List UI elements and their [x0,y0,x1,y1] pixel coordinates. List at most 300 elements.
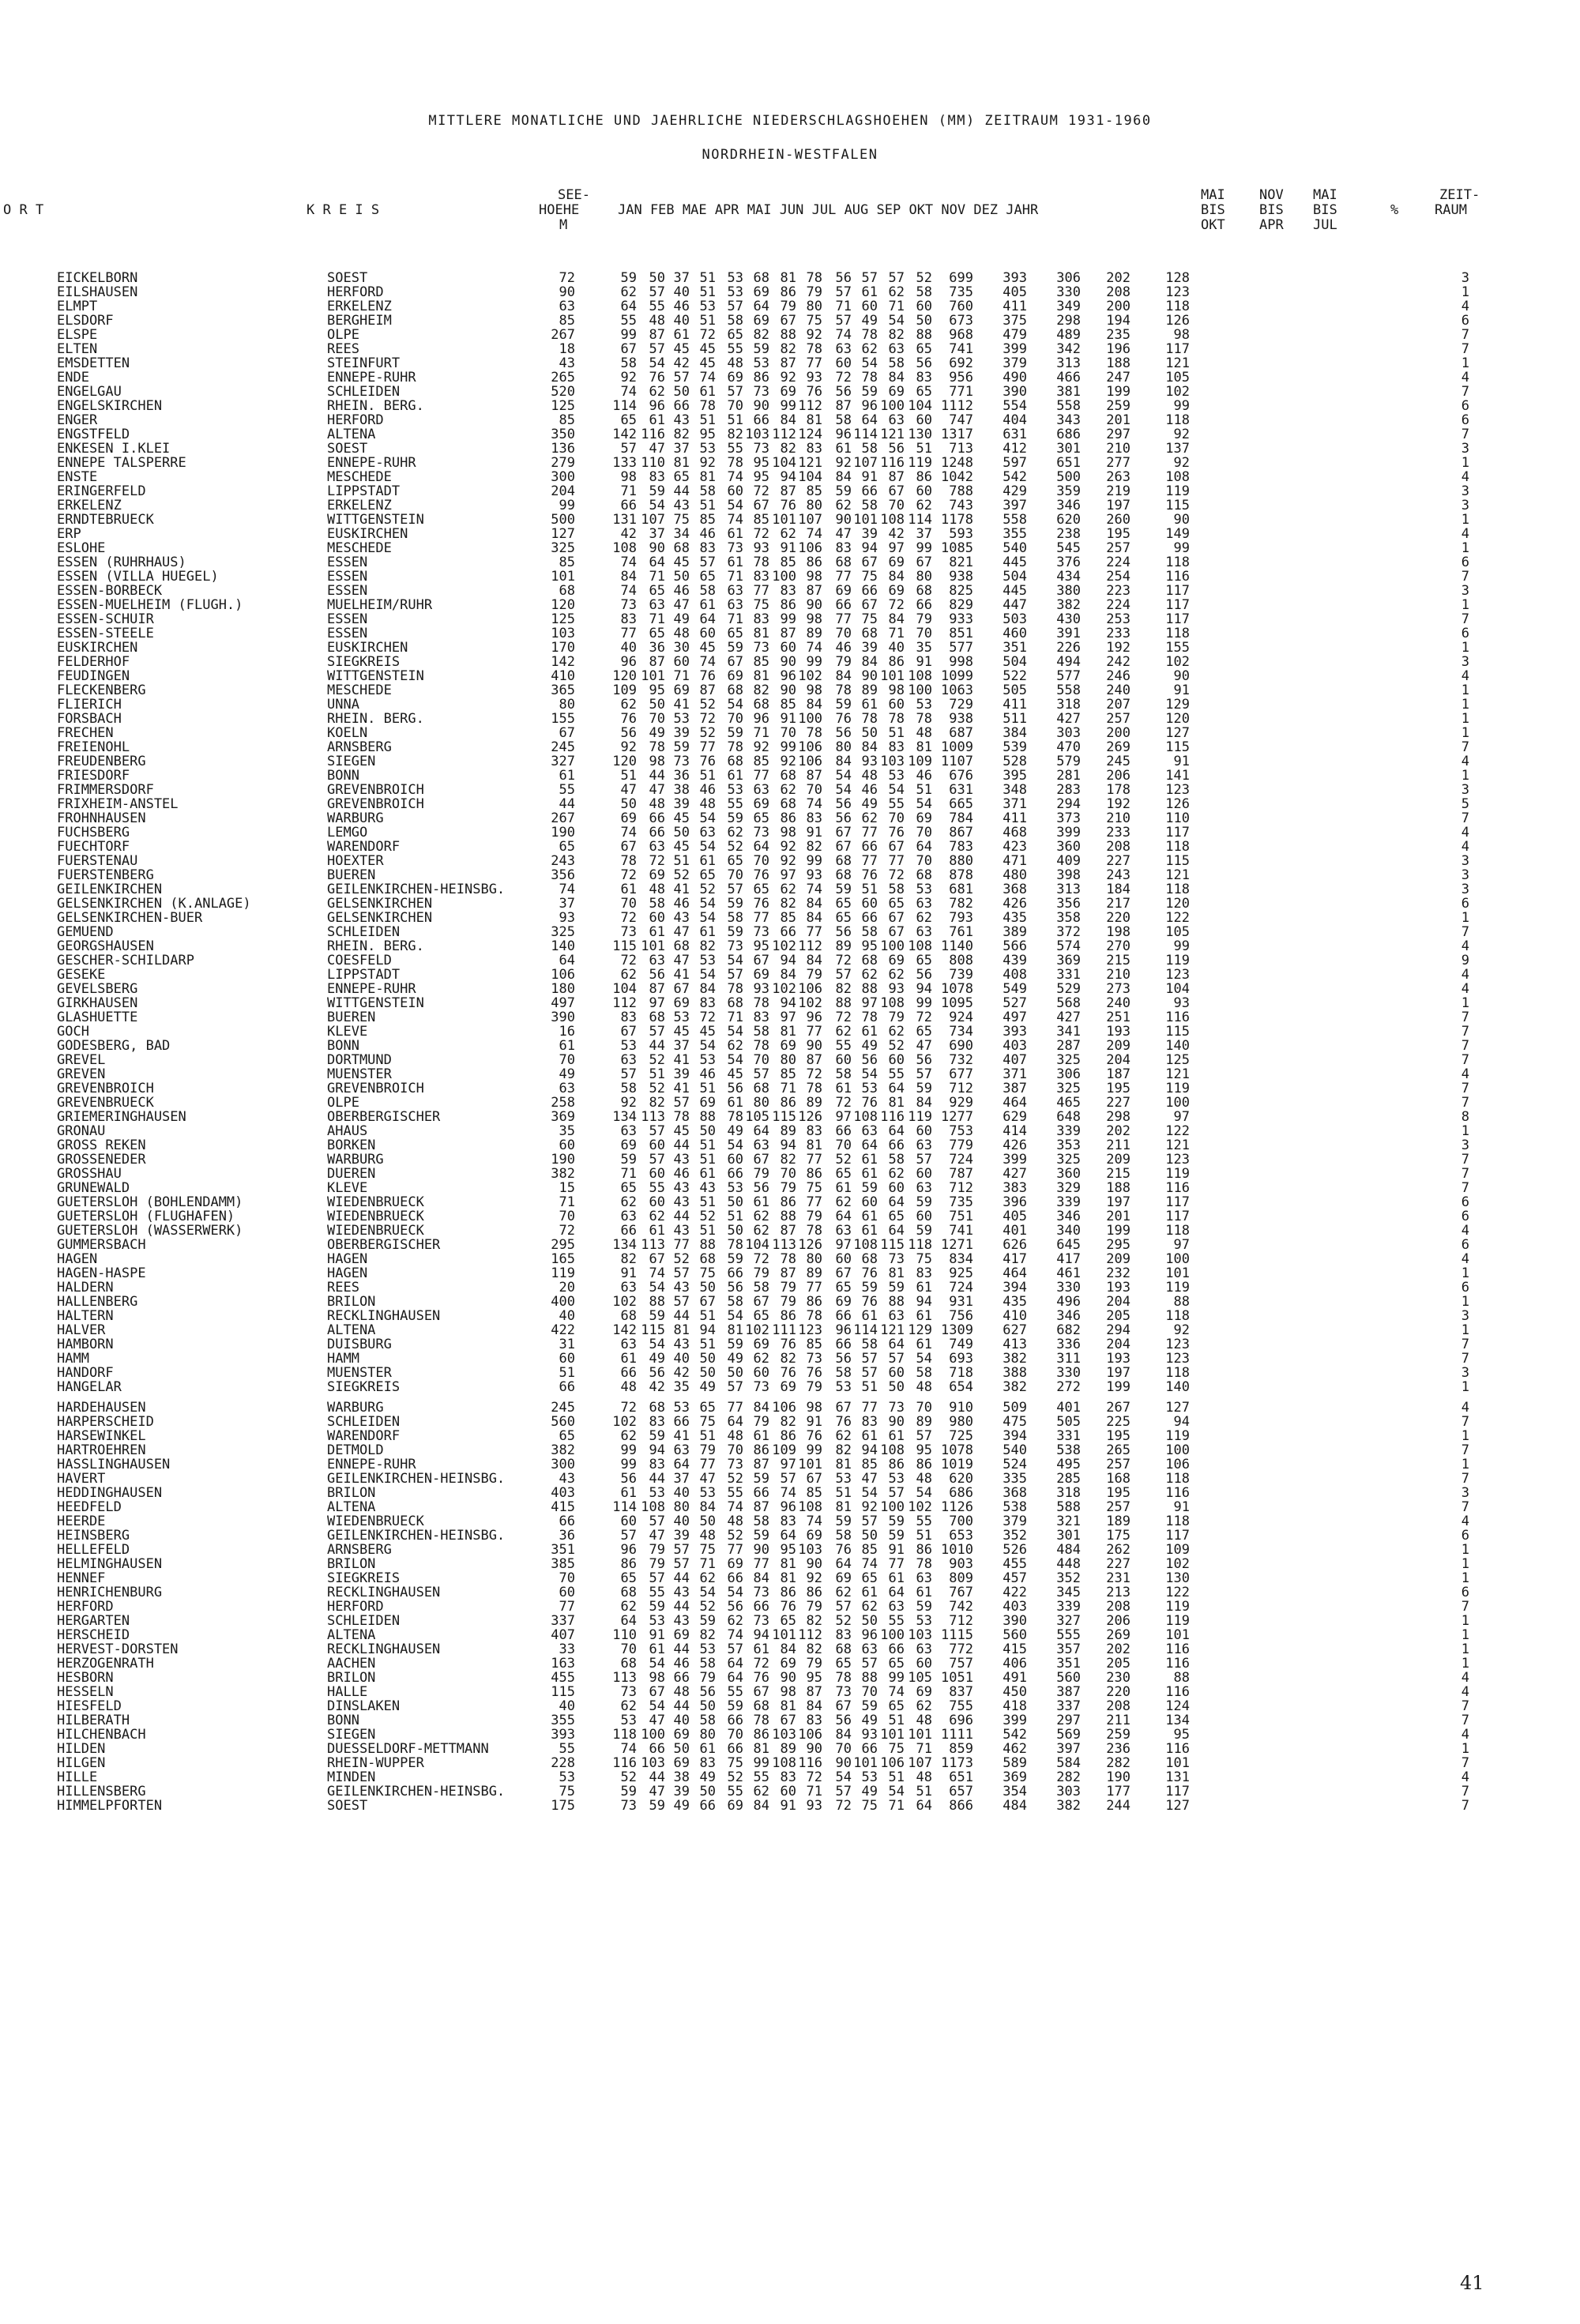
cell-month-value: 77 [888,853,905,869]
cell-month-value: 60 [649,1138,665,1153]
cell-ort: GUMMERSBACH [57,1237,146,1253]
cell-jahr: 654 [949,1379,973,1395]
cell-month-value: 74 [727,1499,743,1515]
cell-seehoehe: 327 [551,754,575,769]
cell-month-value: 72 [620,910,637,926]
cell-mai-okt: 399 [1003,1152,1027,1168]
header-ort: O R T [3,202,44,218]
cell-month-value: 54 [699,839,716,855]
cell-month-value: 39 [673,725,690,741]
cell-month-value: 69 [835,1294,852,1310]
cell-seehoehe: 356 [551,867,575,883]
cell-ort: HILLE [57,1769,98,1785]
cell-month-value: 103 [772,1727,796,1743]
cell-mai-okt: 457 [1003,1570,1027,1586]
cell-month-value: 60 [916,1123,932,1139]
cell-kreis: GEILENKIRCHEN-HEINSBG. [327,1471,506,1487]
cell-jahr: 968 [949,327,973,343]
cell-month-value: 68 [649,1400,665,1416]
cell-month-value: 86 [806,555,822,570]
cell-month-value: 53 [727,270,743,286]
cell-percent: 129 [1165,697,1190,713]
cell-mai-okt: 479 [1003,327,1027,343]
cell-month-value: 44 [649,768,665,784]
cell-month-value: 54 [727,1585,743,1600]
cell-month-value: 64 [888,1223,905,1239]
cell-ort: GROSSHAU [57,1166,122,1182]
cell-nov-apr: 342 [1056,341,1081,357]
cell-month-value: 84 [835,469,852,485]
cell-month-value: 58 [727,1294,743,1310]
cell-kreis: WIEDENBRUECK [327,1209,424,1224]
cell-month-value: 66 [861,483,878,499]
cell-zeitraum: 1 [1461,683,1469,698]
cell-month-value: 86 [916,469,932,485]
cell-nov-apr: 427 [1056,1010,1081,1025]
cell-jahr: 1317 [941,427,973,442]
table-row [0,1799,1580,1813]
cell-month-value: 79 [753,1166,769,1182]
cell-month-value: 87 [780,483,796,499]
cell-ort: ESSEN-BORBECK [57,583,163,599]
cell-month-value: 47 [620,782,637,798]
cell-month-value: 60 [888,697,905,713]
cell-month-value: 50 [620,796,637,812]
cell-nov-apr: 325 [1056,1052,1081,1068]
cell-kreis: BONN [327,768,359,784]
cell-month-value: 106 [798,981,822,997]
cell-month-value: 72 [753,483,769,499]
cell-month-value: 43 [673,1223,690,1239]
cell-month-value: 95 [753,455,769,471]
cell-month-value: 37 [916,526,932,542]
cell-seehoehe: 35 [559,1123,575,1139]
cell-month-value: 97 [835,1109,852,1125]
cell-month-value: 60 [649,910,665,926]
cell-month-value: 79 [916,611,932,627]
cell-jahr: 757 [949,1656,973,1672]
cell-seehoehe: 40 [559,1308,575,1324]
cell-month-value: 64 [835,1209,852,1224]
cell-month-value: 67 [649,1251,665,1267]
cell-month-value: 87 [699,683,716,698]
cell-nov-apr: 682 [1056,1322,1081,1338]
cell-month-value: 58 [753,1514,769,1529]
cell-jahr: 1271 [941,1237,973,1253]
cell-mai-jul: 227 [1106,1095,1130,1111]
cell-kreis: WARBURG [327,1400,384,1416]
cell-month-value: 69 [753,1337,769,1352]
cell-ort: FROHNHAUSEN [57,810,146,826]
cell-month-value: 48 [649,796,665,812]
cell-month-value: 71 [620,483,637,499]
cell-seehoehe: 65 [559,839,575,855]
cell-month-value: 93 [861,754,878,769]
cell-month-value: 69 [780,1038,796,1054]
cell-month-value: 51 [673,853,690,869]
cell-seehoehe: 99 [559,498,575,513]
cell-nov-apr: 465 [1056,1095,1081,1111]
cell-zeitraum: 7 [1461,1095,1469,1111]
cell-month-value: 53 [753,355,769,371]
table-row [0,1514,1580,1529]
cell-kreis: RHEIN. BERG. [327,938,424,954]
cell-month-value: 97 [780,1457,796,1472]
table-row [0,626,1580,641]
cell-month-value: 51 [699,412,716,428]
table-row [0,754,1580,769]
cell-month-value: 102 [772,938,796,954]
cell-month-value: 58 [835,1528,852,1544]
cell-ort: GOCH [57,1024,89,1040]
cell-month-value: 57 [727,1641,743,1657]
cell-month-value: 61 [835,1081,852,1096]
cell-month-value: 58 [835,1066,852,1082]
cell-zeitraum: 6 [1461,398,1469,414]
cell-jahr: 1051 [941,1670,973,1686]
cell-mai-jul: 189 [1106,1514,1130,1529]
cell-month-value: 70 [780,725,796,741]
cell-zeitraum: 1 [1461,640,1469,656]
cell-mai-jul: 253 [1106,611,1130,627]
cell-month-value: 102 [745,1322,769,1338]
cell-month-value: 58 [916,284,932,300]
cell-percent: 101 [1165,1265,1190,1281]
cell-jahr: 1019 [941,1457,973,1472]
header-mai-jul-3: JUL [1313,217,1337,233]
table-row [0,1543,1580,1557]
cell-month-value: 101 [798,1457,822,1472]
cell-month-value: 78 [861,370,878,385]
cell-month-value: 62 [835,1194,852,1210]
cell-month-value: 94 [649,1442,665,1458]
cell-kreis: OLPE [327,1095,359,1111]
cell-month-value: 45 [673,1024,690,1040]
cell-ort: HERFORD [57,1599,114,1615]
cell-zeitraum: 4 [1461,1684,1469,1700]
cell-percent: 141 [1165,768,1190,784]
cell-month-value: 47 [835,526,852,542]
cell-month-value: 51 [835,1485,852,1501]
cell-month-value: 81 [699,469,716,485]
cell-jahr: 741 [949,1223,973,1239]
cell-zeitraum: 7 [1461,1698,1469,1714]
cell-jahr: 1126 [941,1499,973,1515]
cell-mai-jul: 202 [1106,1123,1130,1139]
cell-month-value: 77 [806,924,822,940]
cell-seehoehe: 15 [559,1180,575,1196]
cell-month-value: 61 [620,1351,637,1367]
cell-month-value: 71 [727,611,743,627]
cell-month-value: 86 [780,1095,796,1111]
cell-kreis: BONN [327,1713,359,1728]
cell-month-value: 134 [612,1237,637,1253]
cell-month-value: 91 [780,711,796,727]
cell-month-value: 142 [612,1322,637,1338]
cell-month-value: 91 [916,654,932,670]
cell-zeitraum: 7 [1461,1010,1469,1025]
cell-ort: GROSSENEDER [57,1152,146,1168]
cell-month-value: 63 [649,597,665,613]
cell-ort: GEMUEND [57,924,114,940]
document-title: MITTLERE MONATLICHE UND JAEHRLICHE NIEDERSCHLAGSHOEHEN (MM) ZEITRAUM 1931-1960 [428,113,1152,129]
cell-month-value: 96 [861,398,878,414]
cell-percent: 116 [1165,1741,1190,1757]
cell-month-value: 56 [620,725,637,741]
cell-mai-jul: 257 [1106,1457,1130,1472]
cell-mai-okt: 524 [1003,1457,1027,1472]
cell-month-value: 46 [673,896,690,912]
cell-nov-apr: 340 [1056,1223,1081,1239]
cell-mai-jul: 262 [1106,1542,1130,1558]
cell-mai-jul: 227 [1106,853,1130,869]
cell-jahr: 755 [949,1698,973,1714]
cell-percent: 117 [1165,341,1190,357]
cell-mai-jul: 207 [1106,697,1130,713]
cell-percent: 104 [1165,981,1190,997]
cell-month-value: 44 [673,1641,690,1657]
cell-month-value: 87 [806,1684,822,1700]
cell-month-value: 72 [620,953,637,968]
cell-jahr: 821 [949,555,973,570]
table-row [0,427,1580,442]
cell-month-value: 74 [620,1741,637,1757]
cell-mai-jul: 196 [1106,341,1130,357]
cell-kreis: BRILON [327,1670,376,1686]
cell-jahr: 880 [949,853,973,869]
cell-month-value: 47 [673,953,690,968]
cell-month-value: 108 [772,1755,796,1771]
cell-month-value: 60 [780,1784,796,1799]
cell-mai-jul: 242 [1106,654,1130,670]
cell-zeitraum: 4 [1461,981,1469,997]
cell-month-value: 69 [727,1798,743,1814]
cell-month-value: 50 [861,1528,878,1544]
cell-month-value: 84 [780,967,796,983]
cell-month-value: 96 [620,1542,637,1558]
cell-month-value: 68 [861,1251,878,1267]
cell-month-value: 59 [753,1528,769,1544]
cell-percent: 122 [1165,1585,1190,1600]
cell-seehoehe: 267 [551,327,575,343]
cell-month-value: 73 [835,1684,852,1700]
cell-month-value: 54 [699,810,716,826]
cell-mai-okt: 558 [1003,512,1027,528]
cell-month-value: 73 [888,1251,905,1267]
cell-ort: HAMBORN [57,1337,114,1352]
cell-ort: FLECKENBERG [57,683,146,698]
cell-month-value: 87 [780,355,796,371]
cell-jahr: 938 [949,569,973,585]
cell-month-value: 52 [699,882,716,897]
cell-month-value: 70 [916,825,932,840]
cell-jahr: 725 [949,1428,973,1444]
cell-percent: 120 [1165,896,1190,912]
table-row [0,939,1580,953]
cell-percent: 105 [1165,370,1190,385]
table-row [0,1614,1580,1628]
cell-month-value: 71 [835,299,852,314]
cell-month-value: 83 [620,611,637,627]
cell-month-value: 84 [888,370,905,385]
cell-month-value: 75 [861,611,878,627]
cell-month-value: 37 [649,526,665,542]
cell-mai-jul: 282 [1106,1755,1130,1771]
cell-mai-okt: 411 [1003,299,1027,314]
cell-month-value: 57 [861,270,878,286]
cell-month-value: 50 [673,825,690,840]
cell-jahr: 651 [949,1769,973,1785]
cell-month-value: 62 [861,810,878,826]
cell-mai-jul: 194 [1106,313,1130,329]
cell-month-value: 51 [916,1784,932,1799]
cell-month-value: 84 [753,1570,769,1586]
cell-month-value: 72 [916,1010,932,1025]
cell-ort: EUSKIRCHEN [57,640,138,656]
cell-zeitraum: 4 [1461,1066,1469,1082]
cell-month-value: 76 [780,1337,796,1352]
cell-month-value: 87 [753,1457,769,1472]
cell-month-value: 77 [861,825,878,840]
cell-month-value: 68 [727,995,743,1011]
cell-month-value: 112 [798,1627,822,1643]
cell-percent: 119 [1165,953,1190,968]
cell-ort: ENGSTFELD [57,427,130,442]
cell-month-value: 67 [753,1152,769,1168]
cell-month-value: 108 [880,512,905,528]
cell-mai-jul: 244 [1106,1798,1130,1814]
cell-percent: 102 [1165,1556,1190,1572]
cell-jahr: 653 [949,1528,973,1544]
cell-month-value: 71 [727,1010,743,1025]
cell-mai-jul: 178 [1106,782,1130,798]
cell-month-value: 75 [699,1542,716,1558]
cell-month-value: 69 [620,810,637,826]
cell-ort: GREVENBROICH [57,1081,154,1096]
cell-month-value: 58 [861,498,878,513]
cell-month-value: 108 [853,1109,878,1125]
cell-month-value: 45 [727,1066,743,1082]
cell-zeitraum: 4 [1461,1514,1469,1529]
cell-month-value: 52 [835,1613,852,1629]
cell-mai-okt: 412 [1003,441,1027,457]
cell-mai-jul: 210 [1106,810,1130,826]
cell-kreis: ARNSBERG [327,1542,392,1558]
cell-month-value: 63 [727,583,743,599]
cell-seehoehe: 243 [551,853,575,869]
cell-month-value: 41 [673,967,690,983]
cell-percent: 117 [1165,583,1190,599]
cell-ort: HERGARTEN [57,1613,130,1629]
cell-month-value: 40 [888,640,905,656]
cell-percent: 91 [1173,683,1190,698]
cell-month-value: 81 [780,1556,796,1572]
cell-month-value: 80 [806,299,822,314]
cell-percent: 126 [1165,796,1190,812]
cell-nov-apr: 298 [1056,313,1081,329]
cell-mai-okt: 408 [1003,967,1027,983]
table-row [0,555,1580,570]
cell-month-value: 44 [673,1209,690,1224]
cell-month-value: 85 [780,910,796,926]
cell-percent: 90 [1173,668,1190,684]
cell-seehoehe: 37 [559,896,575,912]
cell-month-value: 90 [806,1741,822,1757]
cell-month-value: 67 [806,1471,822,1487]
cell-kreis: ALTENA [327,1627,376,1643]
cell-month-value: 99 [780,611,796,627]
cell-month-value: 68 [835,867,852,883]
cell-month-value: 73 [673,754,690,769]
cell-month-value: 50 [649,697,665,713]
cell-month-value: 61 [699,597,716,613]
cell-ort: HANDORF [57,1365,114,1381]
cell-month-value: 82 [649,1095,665,1111]
cell-month-value: 68 [780,768,796,784]
cell-month-value: 61 [861,284,878,300]
cell-month-value: 60 [673,654,690,670]
table-row [0,740,1580,754]
cell-month-value: 59 [861,384,878,400]
cell-percent: 110 [1165,810,1190,826]
cell-nov-apr: 372 [1056,924,1081,940]
cell-percent: 116 [1165,1485,1190,1501]
cell-month-value: 74 [699,654,716,670]
cell-month-value: 56 [753,1180,769,1196]
cell-month-value: 57 [835,284,852,300]
cell-kreis: STEINFURT [327,355,401,371]
cell-month-value: 68 [861,626,878,641]
cell-month-value: 79 [806,1379,822,1395]
cell-seehoehe: 61 [559,768,575,784]
cell-kreis: SIEGKREIS [327,1379,401,1395]
table-row [0,996,1580,1010]
cell-month-value: 67 [888,924,905,940]
cell-month-value: 99 [620,327,637,343]
cell-month-value: 63 [835,1223,852,1239]
cell-nov-apr: 430 [1056,611,1081,627]
cell-month-value: 61 [649,1223,665,1239]
cell-month-value: 68 [753,697,769,713]
cell-month-value: 61 [727,555,743,570]
cell-mai-jul: 257 [1106,1499,1130,1515]
cell-month-value: 46 [699,782,716,798]
cell-jahr: 998 [949,654,973,670]
cell-month-value: 70 [835,1138,852,1153]
cell-mai-okt: 369 [1003,1769,1027,1785]
cell-month-value: 130 [908,427,932,442]
cell-month-value: 54 [835,768,852,784]
cell-kreis: WARENDORF [327,839,401,855]
cell-month-value: 94 [916,1294,932,1310]
cell-month-value: 63 [916,1570,932,1586]
cell-zeitraum: 7 [1461,1337,1469,1352]
cell-month-value: 76 [753,867,769,883]
header-mai-jul-1: MAI [1313,187,1337,203]
table-row [0,328,1580,342]
cell-nov-apr: 346 [1056,1209,1081,1224]
cell-mai-okt: 379 [1003,1514,1027,1529]
cell-month-value: 54 [727,1024,743,1040]
cell-mai-okt: 455 [1003,1556,1027,1572]
cell-month-value: 81 [753,626,769,641]
cell-month-value: 115 [641,1322,665,1338]
cell-month-value: 43 [673,1337,690,1352]
cell-mai-jul: 197 [1106,498,1130,513]
cell-month-value: 54 [699,910,716,926]
cell-month-value: 73 [620,1798,637,1814]
cell-percent: 100 [1165,1442,1190,1458]
